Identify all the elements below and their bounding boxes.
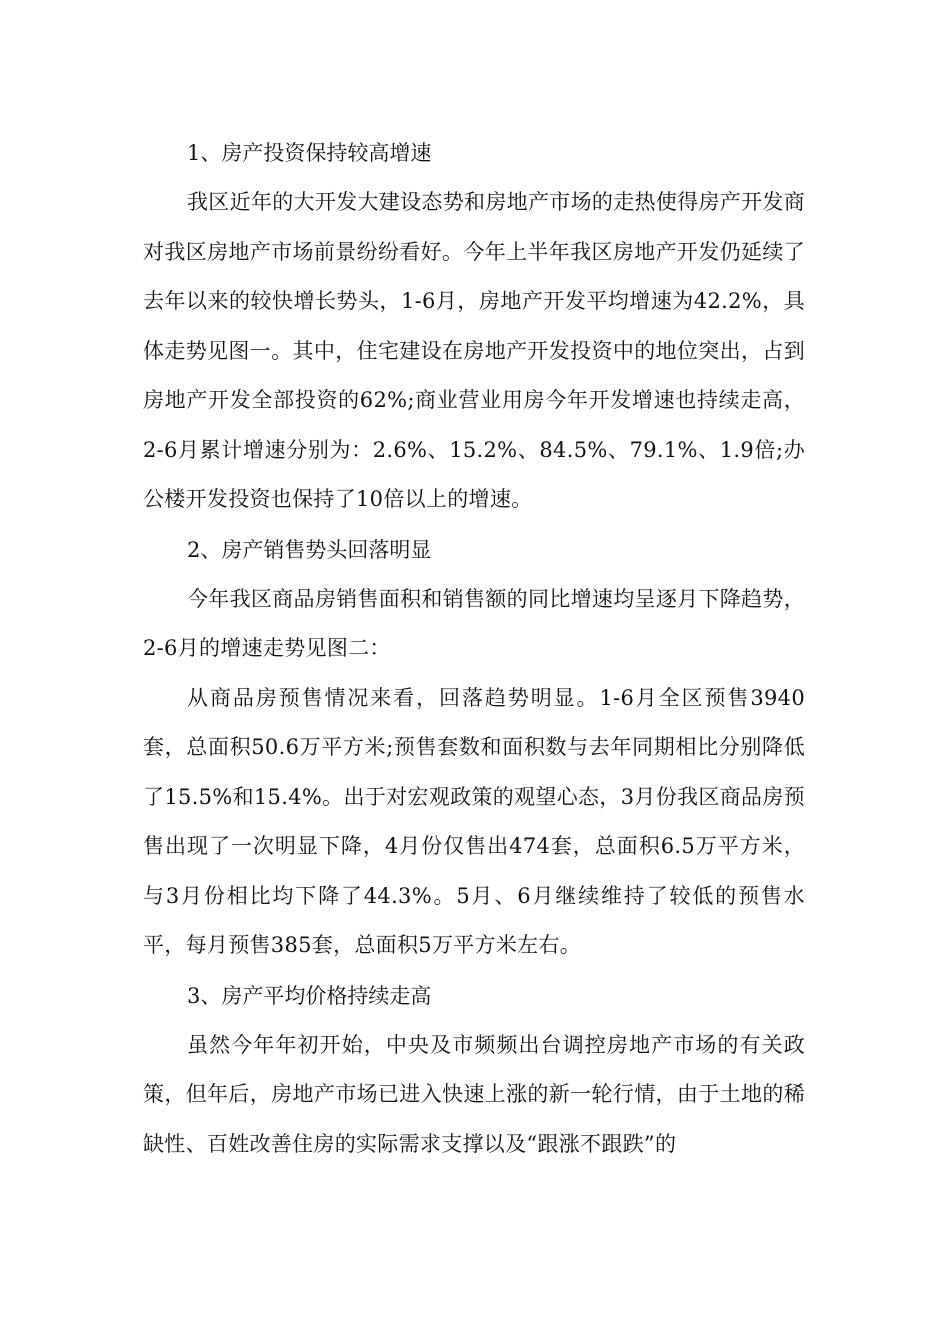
section-price (143, 971, 805, 1170)
paragraph: 从商品房预售情况来看，回落趋势明显。1-6月全区预售3940套，总面积50.6万平方米;预售套数和面积数与去年同期相比分别降低了15.5%和15.4%。出于对宏观政策的观望心态，3月份我区商品房预售出现了一次明显下降，4月份仅售出474套，总面积6.5万平方米，与3月份相比均下降了44.3%。5月、6月继续维持了较低的预售水平，每月预售385套，总面积5万平方米左右。 (143, 685, 805, 957)
document-body (143, 128, 805, 1169)
section-investment (143, 128, 805, 525)
section-sales (143, 525, 805, 971)
section-heading: 3、房产平均价格持续走高 (187, 983, 432, 1008)
section-heading: 2、房产销售势头回落明显 (187, 537, 432, 562)
paragraph: 今年我区商品房销售面积和销售额的同比增速均呈逐月下降趋势，2-6月的增速走势见图二： (143, 586, 805, 660)
section-heading: 1、房产投资保持较高增速 (187, 141, 432, 165)
paragraph: 我区近年的大开发大建设态势和房地产市场的走热使得房产开发商对我区房地产市场前景纷纷看好。今年上半年我区房地产开发仍延续了去年以来的较快增长势头，1-6月，房地产开发平均增速为42.2%，具体走势见图一。其中，住宅建设在房地产开发投资中的地位突出，占到房地产开发全部投资的62%;商业营业用房今年开发增速也持续走高，2-6月累计增速分别为：2.6%、15.2%、84.5%、79.1%、1.9倍;办公楼开发投资也保持了10倍以上的增速。 (143, 190, 805, 511)
paragraph: 虽然今年年初开始，中央及市频频出台调控房地产市场的有关政策，但年后，房地产市场已进入快速上涨的新一轮行情，由于土地的稀缺性、百姓改善住房的实际需求支撑以及“跟涨不跟跌”的 (143, 1032, 805, 1156)
